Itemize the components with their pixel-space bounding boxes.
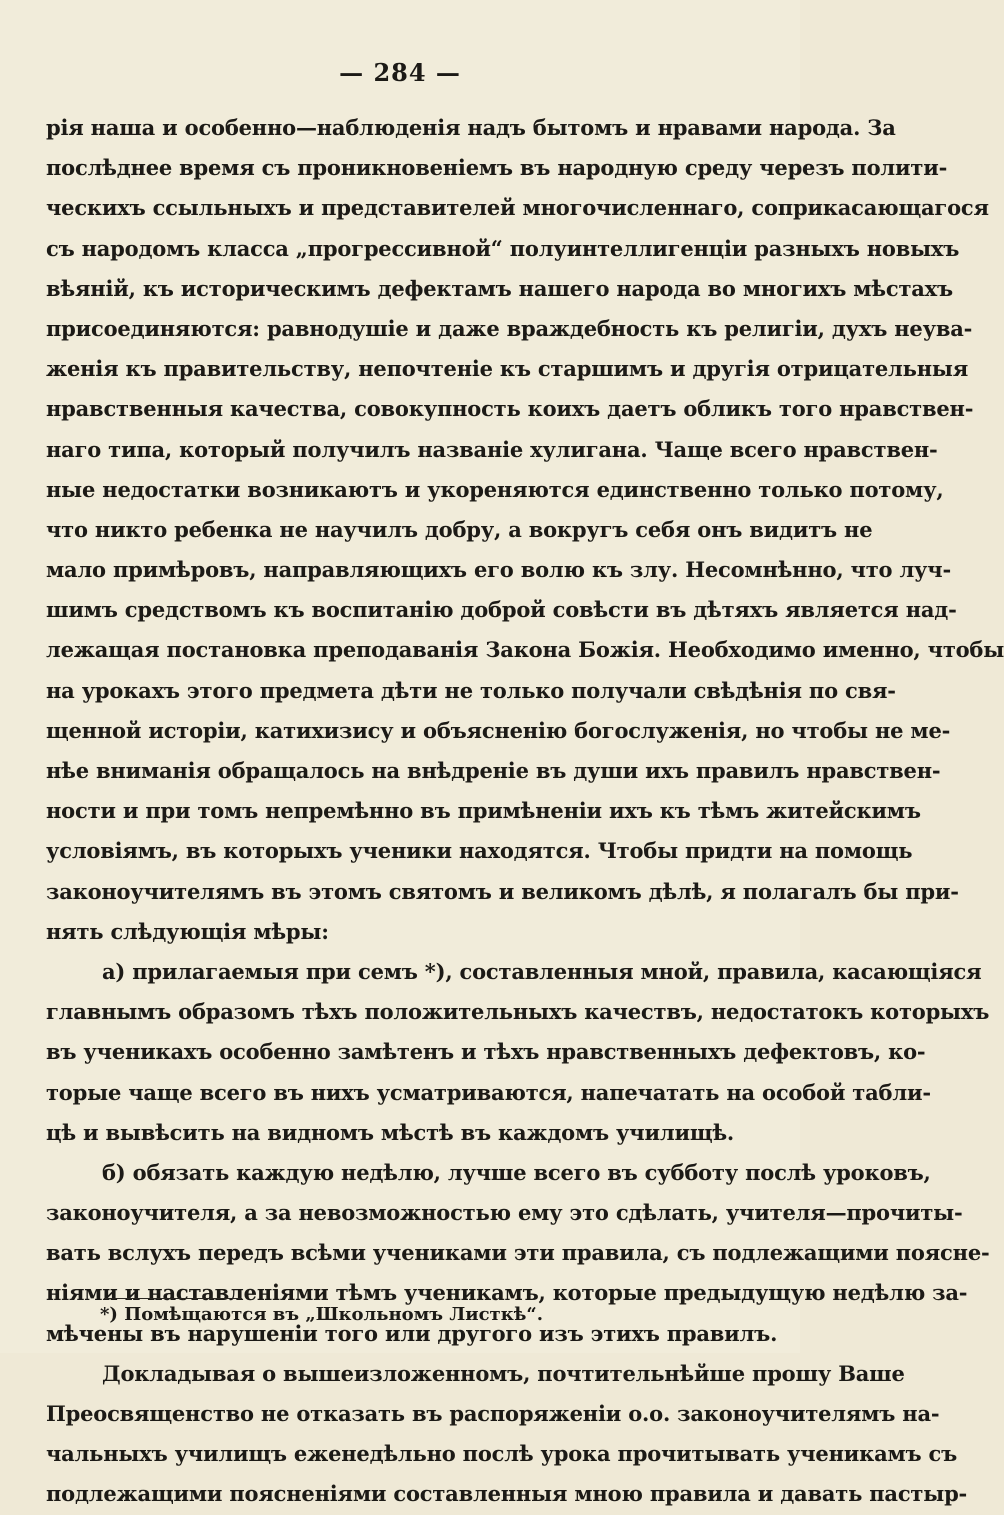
text-line: Докладывая о вышеизложенномъ, почтительнѣйше прошу Ваше (102, 1360, 905, 1386)
text-line: лежащая постановка преподаванія Закона Божія. Необходимо именно, чтобы (46, 637, 1004, 663)
text-line: условіямъ, въ которыхъ ученики находятся. Чтобы придти на помощь (46, 838, 913, 864)
footnote: *) Помѣщаются въ „Школьномъ Листкѣ“. (100, 1304, 543, 1325)
text-line: мало примѣровъ, направляющихъ его волю къ злу. Несомнѣнно, что луч- (46, 557, 951, 583)
text-line: женія къ правительству, непочтеніе къ старшимъ и другія отрицательныя (46, 356, 969, 382)
text-line: ніями и наставленіями тѣмъ ученикамъ, которые предыдущую недѣлю за- (46, 1280, 968, 1306)
text-line: въ ученикахъ особенно замѣтенъ и тѣхъ нравственныхъ дефектовъ, ко- (46, 1039, 926, 1065)
text-line: подлежащими поясненіями составленныя мною правила и давать пастыр- (46, 1481, 968, 1507)
text-line: щенной исторіи, катихизису и объясненію богослуженія, но чтобы не ме- (46, 717, 951, 743)
text-line: съ народомъ класса „прогрессивной“ полуинтеллигенціи разныхъ новыхъ (46, 235, 960, 261)
text-line: вѣяній, къ историческимъ дефектамъ нашего народа во многихъ мѣстахъ (46, 275, 953, 301)
text-line: на урокахъ этого предмета дѣти не только получали свѣдѣнія по свя- (46, 677, 896, 703)
text-line: что никто ребенка не научилъ добру, а вокругъ себя онъ видитъ не (46, 516, 873, 542)
text-line: присоединяются: равнодушіе и даже враждебность къ религіи, духъ неува- (46, 315, 973, 341)
text-line: б) обязать каждую недѣлю, лучше всего въ субботу послѣ уроковъ, (102, 1159, 931, 1185)
text-line: послѣднее время съ проникновеніемъ въ народную среду черезъ полити- (46, 155, 948, 181)
text-line: цѣ и вывѣсить на видномъ мѣстѣ въ каждомъ училищѣ. (46, 1119, 735, 1145)
text-line: нравственныя качества, совокупность коихъ даетъ обликъ того нравствен- (46, 396, 974, 422)
text-line: законоучителямъ въ этомъ святомъ и великомъ дѣлѣ, я полагалъ бы при- (46, 878, 959, 904)
text-line: мѣчены въ нарушеніи того или другого изъ этихъ правилъ. (46, 1320, 778, 1346)
page-number: — 284 — (339, 58, 461, 87)
text-line: законоучителя, а за невозможностью ему это сдѣлать, учителя—прочиты- (46, 1200, 963, 1226)
text-line: рія наша и особенно—наблюденія надъ бытомъ и нравами народа. За (46, 115, 896, 140)
text-line: нѣе вниманія обращалось на внѣдреніе въ души ихъ правилъ нравствен- (46, 758, 941, 783)
text-line: главнымъ образомъ тѣхъ положительныхъ качествъ, недостатокъ которыхъ (46, 999, 990, 1025)
text-line: нять слѣдующія мѣры: (46, 918, 329, 944)
text-line: вать вслухъ передъ всѣми учениками эти правила, съ подлежащими поясне- (46, 1240, 990, 1266)
text-line: ности и при томъ непремѣнно въ примѣненіи ихъ къ тѣмъ житейскимъ (46, 798, 921, 824)
text-line: чальныхъ училищъ еженедѣльно послѣ урока прочитывать ученикамъ съ (46, 1441, 958, 1467)
text-line: ческихъ ссыльныхъ и представителей многочисленнаго, соприкасающагося (46, 195, 989, 221)
text-line: а) прилагаемыя при семъ *), составленныя мной, правила, касающіяся (102, 958, 982, 984)
text-line: наго типа, который получилъ названіе хулигана. Чаще всего нравствен- (46, 436, 938, 462)
text-line: торые чаще всего въ нихъ усматриваются, напечатать на особой табли- (46, 1079, 931, 1105)
text-line: ные недостатки возникаютъ и укореняются единственно только потому, (46, 476, 944, 502)
footnote-divider (104, 1298, 242, 1299)
text-line: шимъ средствомъ къ воспитанію доброй совѣсти въ дѣтяхъ является над- (46, 597, 957, 623)
text-line: Преосвященство не отказать въ распоряженіи о.о. законоучителямъ на- (46, 1401, 940, 1426)
